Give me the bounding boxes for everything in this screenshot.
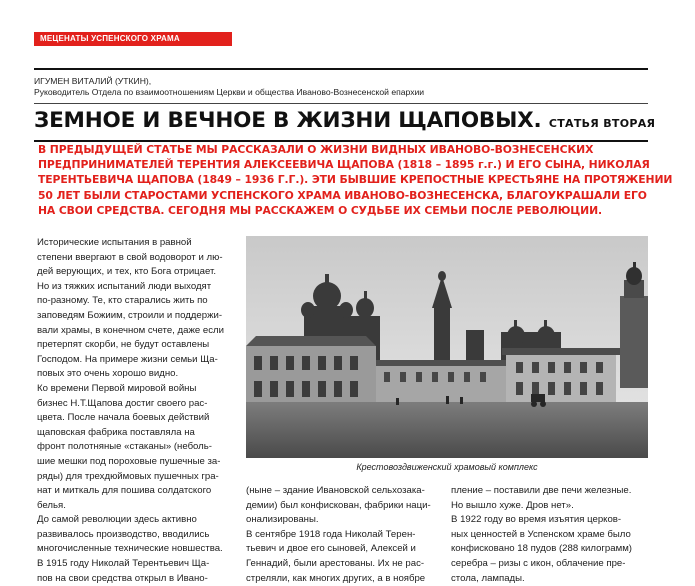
body-line: степени ввергают в свой водоворот и лю- bbox=[37, 251, 223, 263]
body-line: дей верующих, и тех, кто Бога отрицает. bbox=[37, 266, 217, 278]
body-line: Ко времени Первой мировой войны bbox=[37, 382, 197, 394]
headline-subtitle: СТАТЬЯ ВТОРАЯ bbox=[548, 117, 656, 130]
body-line: развивалось производство, вводились bbox=[37, 528, 210, 540]
body-line: фронт полотняные «стаканы» (неболь- bbox=[37, 441, 212, 453]
lead-line: 50 ЛЕТ БЫЛИ СТАРОСТАМИ УСПЕНСКОГО ХРАМА ИВАНОВО-ВОЗНЕСЕНСКА, БЛАГОУКРАШАЛИ ЕГО bbox=[38, 188, 647, 202]
body-column-3 bbox=[451, 484, 647, 586]
body-line: Геннадий, были арестованы. Их не рас- bbox=[246, 557, 425, 569]
body-line: В сентябре 1918 года Николай Терен- bbox=[246, 528, 416, 540]
body-line: тьевич и двое его сыновей, Алексей и bbox=[246, 543, 416, 555]
body-line: В 1922 году во время изъятия церков- bbox=[451, 514, 622, 526]
body-line: нат и миткаль для пошива солдатского bbox=[37, 485, 212, 497]
body-line: конфисковано 18 пудов (288 килограмм) bbox=[451, 543, 632, 555]
lead-line: ПРЕДПРИНИМАТЕЛЕЙ ТЕРЕНТИЯ АЛЕКСЕЕВИЧА ЩАПОВА (1818 – 1895 г.г.) И ЕГО СЫНА, НИКОЛАЯ bbox=[38, 158, 650, 172]
lead-line: НА СВОИ СРЕДСТВА. СЕГОДНЯ МЫ РАССКАЖЕМ О СУДЬБЕ ИХ СЕМЬИ ПОСЛЕ РЕВОЛЮЦИИ. bbox=[38, 203, 603, 217]
top-rule bbox=[34, 68, 648, 70]
body-line: Господом. На примере жизни семьи Ща- bbox=[37, 353, 218, 365]
article-headline bbox=[34, 104, 655, 141]
body-line: В 1915 году Николай Терентьевич Ща- bbox=[37, 558, 210, 570]
body-line: многочисленные технические новшества. bbox=[37, 543, 223, 555]
body-line: пление – поставили две печи железные. bbox=[451, 485, 632, 496]
author-name: ИГУМЕН ВИТАЛИЙ (УТКИН), bbox=[34, 76, 152, 86]
body-line: демии) был конфискован, фабрики наци- bbox=[246, 499, 431, 511]
body-line: стола, лампады. bbox=[451, 572, 525, 584]
body-line: заповедям Божиим, строили и поддержи- bbox=[37, 309, 223, 321]
photo-illustration bbox=[246, 236, 648, 458]
body-line: вали храмы, в конечном счете, даже если bbox=[37, 324, 224, 336]
lead-line: В ПРЕДЫДУЩЕЙ СТАТЬЕ МЫ РАССКАЗАЛИ О ЖИЗНИ ВИДНЫХ ИВАНОВО-ВОЗНЕСЕНСКИХ bbox=[38, 143, 594, 156]
byline bbox=[34, 76, 424, 98]
body-line: повых это очень хорошо видно. bbox=[37, 368, 179, 380]
author-position: Руководитель Отдела по взаимоотношениям Церкви и общества Иваново-Вознесенской епархии bbox=[34, 87, 425, 97]
body-line: онализированы. bbox=[246, 514, 319, 526]
body-line: До самой революции здесь активно bbox=[37, 514, 197, 526]
church-complex-photo bbox=[246, 236, 648, 458]
body-line: Но вышло хуже. Дров нет». bbox=[451, 499, 574, 511]
body-line: щаповская фабрика поставляла на bbox=[37, 426, 195, 438]
body-line: пов на свои средства открыл в Ивано- bbox=[37, 572, 208, 584]
body-line: бизнес Н.Т.Щапова достиг своего рас- bbox=[37, 397, 208, 409]
body-line: шие мешки под пороховые пушечные за- bbox=[37, 455, 221, 467]
body-line: ных ценностей в Успенском храме было bbox=[451, 528, 631, 540]
article-lead bbox=[38, 142, 673, 218]
headline-title: ЗЕМНОЕ И ВЕЧНОЕ В ЖИЗНИ ЩАПОВЫХ. bbox=[34, 108, 542, 133]
section-label: МЕЦЕНАТЫ УСПЕНСКОГО ХРАМА bbox=[34, 32, 232, 46]
body-line: серебра – ризы с икон, облачение пре- bbox=[451, 557, 626, 569]
photo-caption: Крестовоздвиженский храмовый комплекс bbox=[356, 462, 538, 472]
body-column-2 bbox=[246, 484, 441, 586]
body-line: Но из тяжких испытаний люди выходят bbox=[37, 280, 212, 292]
body-line: белья. bbox=[37, 499, 66, 511]
body-line: претерпят скорби, не будут оставлены bbox=[37, 339, 210, 351]
body-line: цвета. После начала боевых действий bbox=[37, 412, 210, 424]
body-line: ряды) для трехдюймовых пушечных гра- bbox=[37, 470, 219, 482]
body-line: по-разному. Те, кто старались жить по bbox=[37, 295, 208, 307]
body-line: стреляли, как многих других, а в ноябре bbox=[246, 572, 426, 584]
lead-line: ТЕРЕНТЬЕВИЧА ЩАПОВА (1849 – 1936 Г.Г.). ЭТИ БЫВШИЕ КРЕПОСТНЫЕ КРЕСТЬЯНЕ НА ПРОТЯЖЕНИИ bbox=[38, 173, 673, 187]
body-column-1 bbox=[37, 236, 234, 586]
body-line: Исторические испытания в равной bbox=[37, 237, 192, 248]
body-line: (ныне – здание Ивановской сельхозака- bbox=[246, 485, 425, 496]
